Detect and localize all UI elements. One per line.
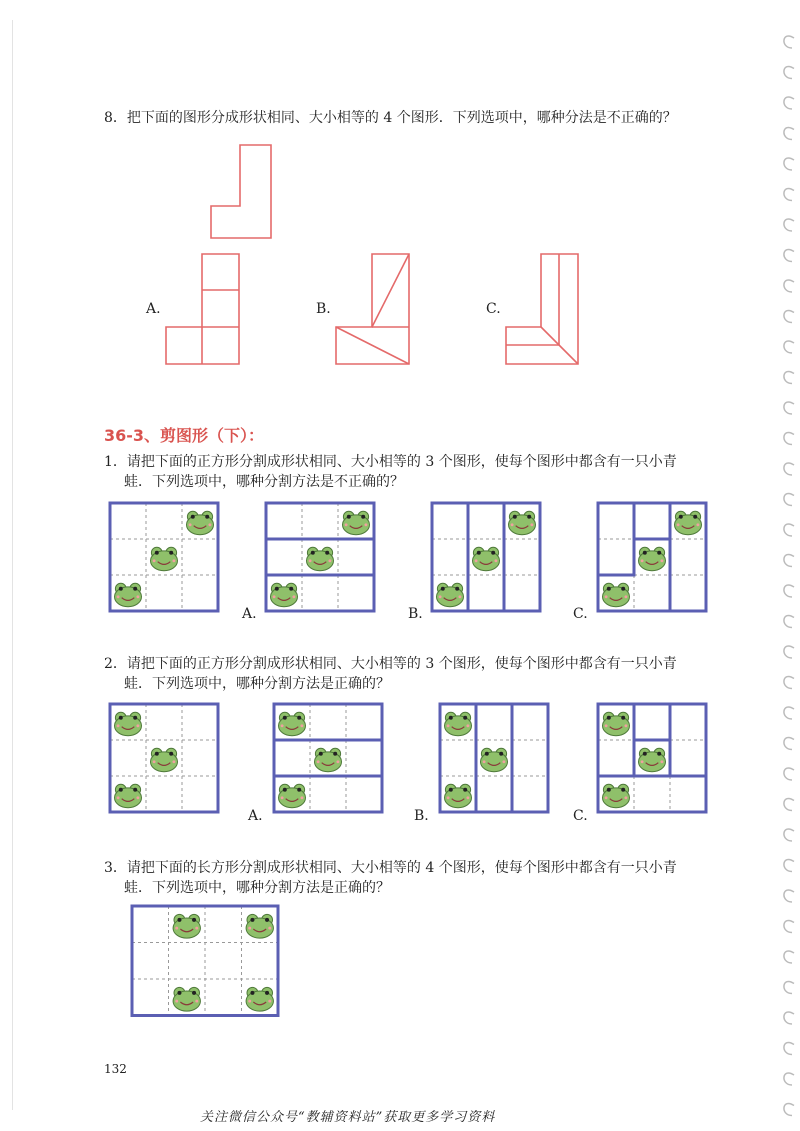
question-1-line2: 蛙．下列选项中，哪种分割方法是不正确的？	[124, 474, 404, 490]
q8-option-b-label: B.	[316, 301, 331, 317]
question-3-line2: 蛙．下列选项中，哪种分割方法是正确的？	[124, 880, 390, 896]
q8-option-c-label: C.	[486, 301, 501, 317]
q2-option-b-label: B.	[414, 808, 429, 824]
question-1-line1: 1．请把下面的正方形分割成形状相同、大小相等的 3 个图形，使每个图形中都含有一只小青	[104, 454, 677, 470]
q1-option-b-label: B.	[408, 606, 423, 622]
question-3-line1: 3．请把下面的长方形分割成形状相同、大小相等的 4 个图形，使每个图形中都含有一只小青	[104, 860, 677, 876]
footer-text: 关注微信公众号“教辅资料站”获取更多学习资料	[200, 1110, 496, 1125]
section-title: 36-3、剪图形（下）：	[104, 426, 265, 445]
q1-option-a-label: A.	[242, 606, 257, 622]
frog-icon	[246, 987, 273, 1011]
question-8-text: 8．把下面的图形分成形状相同、大小相等的 4 个图形．下列选项中，哪种分法是不正确的？	[104, 110, 677, 126]
frog-icon	[173, 987, 200, 1011]
page-number: 132	[104, 1062, 127, 1076]
q2-option-a-label: A.	[248, 808, 263, 824]
question-2-line1: 2．请把下面的正方形分割成形状相同、大小相等的 3 个图形，使每个图形中都含有一只小青	[104, 656, 677, 672]
q1-option-c-label: C.	[573, 606, 588, 622]
frog-icon	[246, 914, 273, 938]
q8-option-a-label: A.	[146, 301, 161, 317]
frog-icon	[173, 914, 200, 938]
question-2-line2: 蛙．下列选项中，哪种分割方法是正确的？	[124, 676, 390, 692]
q2-option-c-label: C.	[573, 808, 588, 824]
